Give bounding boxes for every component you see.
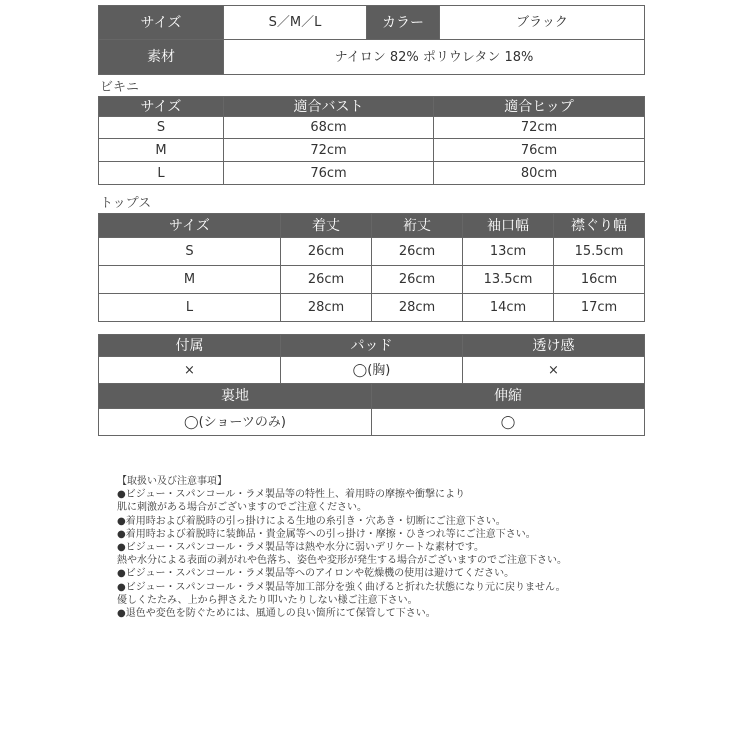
tops-cell: 26cm — [372, 266, 463, 294]
note-line: ●ビジュー・スパンコール・ラメ製品等へのアイロンや乾燥機の使用は避けてください。 — [117, 568, 515, 580]
notes-title: 【取扱い及び注意事項】 — [117, 476, 227, 487]
tops-cell: 28cm — [372, 294, 463, 322]
tops-cell: 28cm — [281, 294, 372, 322]
note-line: ●着用時および着脱時の引っ掛けによる生地の糸引き・穴あき・切断にご注意下さい。 — [117, 515, 506, 527]
care-notes — [117, 475, 637, 620]
color-value: ブラック — [440, 6, 645, 40]
size-value: S／M／L — [224, 6, 367, 40]
pad-label: パッド — [281, 335, 463, 357]
tops-cell: 13.5cm — [463, 266, 554, 294]
table-row — [99, 409, 645, 436]
table-row — [99, 139, 645, 162]
bikini-header-hip: 適合ヒップ — [434, 97, 645, 117]
size-label: サイズ — [99, 6, 224, 40]
table-row — [99, 357, 645, 384]
tops-header-sleeve: 裄丈 — [372, 214, 463, 238]
note-line: ●ビジュー・スパンコール・ラメ製品等加工部分を強く曲げると折れた状態になり元に戻りません。 — [117, 581, 566, 593]
material-value: ナイロン 82% ポリウレタン 18% — [224, 40, 645, 75]
bikini-header-bust: 適合バスト — [224, 97, 434, 117]
tops-cell: L — [99, 294, 281, 322]
tops-cell: M — [99, 266, 281, 294]
bikini-cell: 72cm — [224, 139, 434, 162]
tops-cell: 13cm — [463, 238, 554, 266]
tops-header-cuff: 袖口幅 — [463, 214, 554, 238]
tops-cell: 17cm — [554, 294, 645, 322]
note-line: ●ビジュー・スパンコール・ラメ製品等の特性上、着用時の摩擦や衝撃により — [117, 489, 466, 501]
features-table — [98, 334, 645, 384]
color-label: カラー — [367, 6, 440, 40]
bikini-cell: M — [99, 139, 224, 162]
sheer-label: 透け感 — [463, 335, 645, 357]
lining-stretch-table — [98, 383, 645, 436]
bikini-cell: S — [99, 117, 224, 139]
note-line: 優しくたたみ、上から押さえたり叩いたりしない様ご注意下さい。 — [117, 594, 418, 606]
material-label: 素材 — [99, 40, 224, 75]
table-row — [99, 162, 645, 185]
bikini-cell: 80cm — [434, 162, 645, 185]
stretch-value: ◯ — [372, 409, 645, 436]
bikini-section-title: ビキニ — [100, 80, 140, 95]
sheer-value: × — [463, 357, 645, 384]
stretch-label: 伸縮 — [372, 384, 645, 409]
bikini-cell: L — [99, 162, 224, 185]
tops-cell: S — [99, 238, 281, 266]
tops-cell: 15.5cm — [554, 238, 645, 266]
note-line: ●着用時および着脱時に装飾品・貴金属等への引っ掛け・摩擦・ひきつれ等にご注意下さい。 — [117, 528, 536, 540]
tops-header-size: サイズ — [99, 214, 281, 238]
tops-cell: 26cm — [372, 238, 463, 266]
tops-cell: 26cm — [281, 266, 372, 294]
lining-label: 裏地 — [99, 384, 372, 409]
table-row — [99, 117, 645, 139]
tops-section-title: トップス — [100, 196, 152, 211]
note-line: 熱や水分による表面の剥がれや色落ち、姿色や変形が発生する場合がございますのでご注意下さい。 — [117, 555, 567, 567]
bikini-cell: 68cm — [224, 117, 434, 139]
bikini-cell: 76cm — [434, 139, 645, 162]
bikini-cell: 72cm — [434, 117, 645, 139]
table-row — [99, 294, 645, 322]
bikini-cell: 76cm — [224, 162, 434, 185]
note-line: 肌に刺激がある場合がございますのでご注意ください。 — [117, 502, 367, 514]
tops-header-length: 着丈 — [281, 214, 372, 238]
accessory-label: 付属 — [99, 335, 281, 357]
tops-cell: 16cm — [554, 266, 645, 294]
lining-value: ◯(ショーツのみ) — [99, 409, 372, 436]
accessory-value: × — [99, 357, 281, 384]
table-row — [99, 266, 645, 294]
note-line: ●退色や変色を防ぐためには、風通しの良い箇所にて保管して下さい。 — [117, 608, 436, 620]
bikini-size-table — [98, 96, 645, 185]
note-line: ●ビジュー・スパンコール・ラメ製品等は熱や水分に弱いデリケートな素材です。 — [117, 542, 485, 554]
tops-header-neck: 襟ぐり幅 — [554, 214, 645, 238]
pad-value: ◯(胸) — [281, 357, 463, 384]
tops-size-table — [98, 213, 645, 322]
spec-table — [98, 5, 645, 75]
bikini-header-size: サイズ — [99, 97, 224, 117]
tops-cell: 14cm — [463, 294, 554, 322]
tops-cell: 26cm — [281, 238, 372, 266]
table-row — [99, 238, 645, 266]
